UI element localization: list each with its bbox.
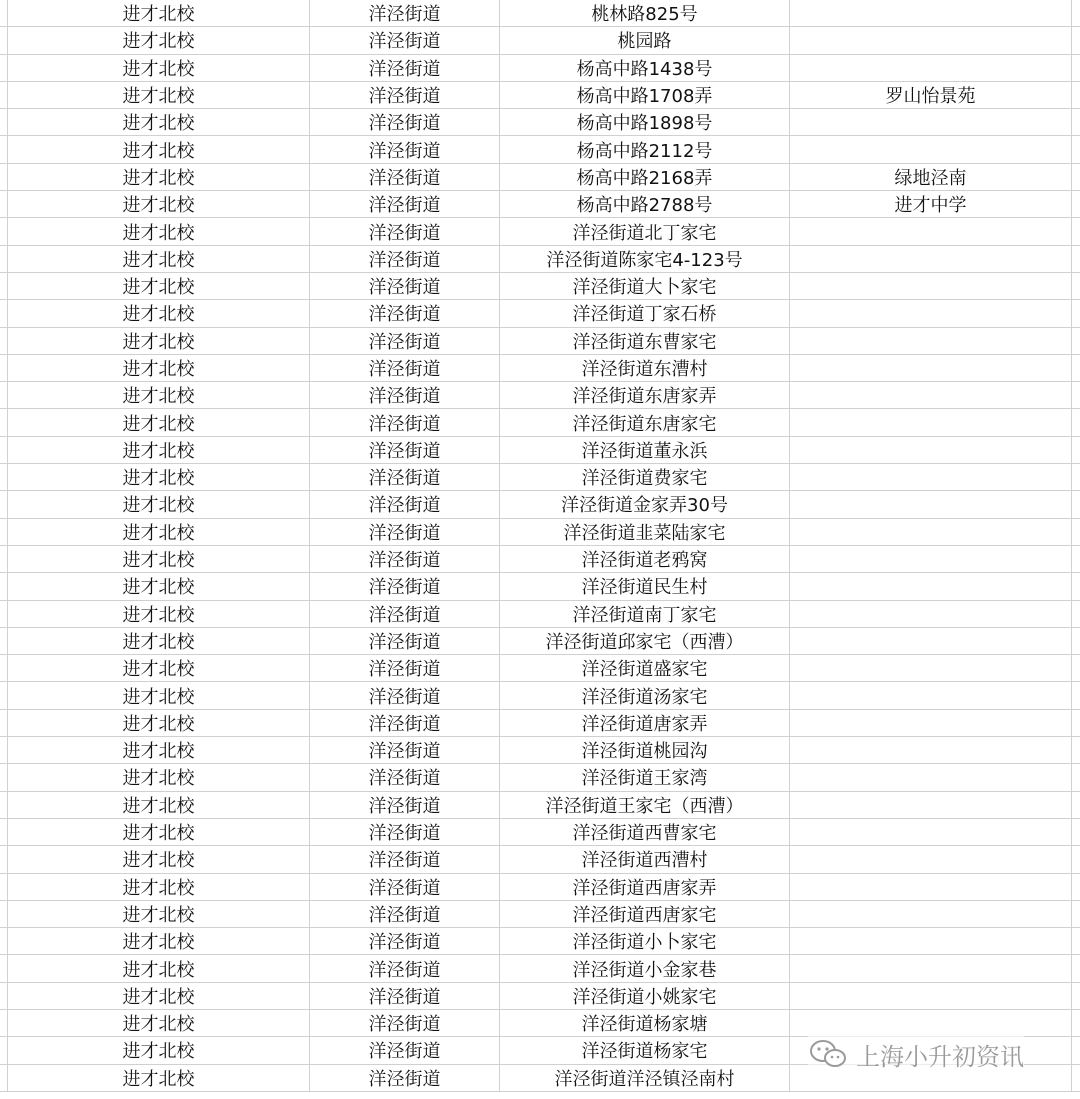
- address-cell[interactable]: 洋泾街道西唐家宅: [500, 901, 790, 927]
- table-row: [0, 437, 1080, 464]
- school-cell[interactable]: 进才北校: [8, 109, 310, 135]
- address-cell[interactable]: 洋泾街道费家宅: [500, 464, 790, 490]
- table-row: [0, 191, 1080, 218]
- school-cell[interactable]: 进才北校: [8, 819, 310, 845]
- note-cell[interactable]: [790, 136, 1072, 162]
- note-cell[interactable]: [790, 55, 1072, 81]
- empty-cell[interactable]: [1072, 1065, 1080, 1091]
- school-cell[interactable]: 进才北校: [8, 628, 310, 654]
- row-gutter-cell[interactable]: [0, 573, 8, 599]
- street-cell[interactable]: 洋泾街道: [310, 300, 500, 326]
- table-row: [0, 874, 1080, 901]
- note-cell[interactable]: [790, 109, 1072, 135]
- note-cell[interactable]: [790, 491, 1072, 517]
- row-gutter-cell[interactable]: [0, 0, 8, 26]
- table-row: [0, 491, 1080, 518]
- street-cell[interactable]: 洋泾街道: [310, 1037, 500, 1063]
- watermark-text: 上海小升初资讯: [856, 1042, 1024, 1071]
- school-cell[interactable]: 进才北校: [8, 0, 310, 26]
- street-cell[interactable]: 洋泾街道: [310, 874, 500, 900]
- street-cell[interactable]: 洋泾街道: [310, 246, 500, 272]
- note-cell[interactable]: [790, 983, 1072, 1009]
- table-row: [0, 328, 1080, 355]
- table-row: [0, 655, 1080, 682]
- table-row: [0, 546, 1080, 573]
- school-cell[interactable]: 进才北校: [8, 355, 310, 381]
- address-cell[interactable]: 洋泾街道东唐家弄: [500, 382, 790, 408]
- table-row: [0, 519, 1080, 546]
- empty-cell[interactable]: [1072, 328, 1080, 354]
- address-cell[interactable]: 洋泾街道董永浜: [500, 437, 790, 463]
- note-cell[interactable]: [790, 382, 1072, 408]
- address-cell[interactable]: 洋泾街道西曹家宅: [500, 819, 790, 845]
- empty-cell[interactable]: [1072, 273, 1080, 299]
- street-cell[interactable]: 洋泾街道: [310, 928, 500, 954]
- table-row: [0, 55, 1080, 82]
- school-cell[interactable]: 进才北校: [8, 491, 310, 517]
- address-cell[interactable]: 桃林路825号: [500, 0, 790, 26]
- watermark: [808, 1034, 1024, 1074]
- empty-cell[interactable]: [1072, 601, 1080, 627]
- table-row: [0, 682, 1080, 709]
- street-cell[interactable]: 洋泾街道: [310, 1065, 500, 1091]
- note-cell[interactable]: 绿地泾南: [790, 164, 1072, 190]
- school-cell[interactable]: 进才北校: [8, 519, 310, 545]
- note-cell[interactable]: [790, 628, 1072, 654]
- empty-cell[interactable]: [1072, 1010, 1080, 1036]
- address-cell[interactable]: 洋泾街道杨家宅: [500, 1037, 790, 1063]
- school-cell[interactable]: 进才北校: [8, 901, 310, 927]
- school-cell[interactable]: 进才北校: [8, 1010, 310, 1036]
- row-gutter-cell[interactable]: [0, 82, 8, 108]
- note-cell[interactable]: [790, 27, 1072, 53]
- street-cell[interactable]: 洋泾街道: [310, 682, 500, 708]
- empty-cell[interactable]: [1072, 846, 1080, 872]
- table-row: [0, 628, 1080, 655]
- address-cell[interactable]: 杨高中路1708弄: [500, 82, 790, 108]
- empty-cell[interactable]: [1072, 218, 1080, 244]
- school-cell[interactable]: 进才北校: [8, 437, 310, 463]
- table-row: [0, 82, 1080, 109]
- empty-cell[interactable]: [1072, 55, 1080, 81]
- note-cell[interactable]: [790, 573, 1072, 599]
- school-cell[interactable]: 进才北校: [8, 764, 310, 790]
- street-cell[interactable]: 洋泾街道: [310, 164, 500, 190]
- address-cell[interactable]: 洋泾街道小金家巷: [500, 955, 790, 981]
- address-cell[interactable]: 洋泾街道王家湾: [500, 764, 790, 790]
- note-cell[interactable]: [790, 737, 1072, 763]
- street-cell[interactable]: 洋泾街道: [310, 710, 500, 736]
- school-cell[interactable]: 进才北校: [8, 601, 310, 627]
- row-gutter-cell[interactable]: [0, 273, 8, 299]
- street-cell[interactable]: 洋泾街道: [310, 437, 500, 463]
- empty-cell[interactable]: [1072, 682, 1080, 708]
- row-gutter-cell[interactable]: [0, 846, 8, 872]
- address-cell[interactable]: 洋泾街道南丁家宅: [500, 601, 790, 627]
- row-gutter-cell[interactable]: [0, 491, 8, 517]
- empty-cell[interactable]: [1072, 355, 1080, 381]
- note-cell[interactable]: [790, 464, 1072, 490]
- table-row: [0, 27, 1080, 54]
- street-cell[interactable]: 洋泾街道: [310, 764, 500, 790]
- empty-cell[interactable]: [1072, 191, 1080, 217]
- school-cell[interactable]: 进才北校: [8, 191, 310, 217]
- row-gutter-cell[interactable]: [0, 1065, 8, 1091]
- empty-cell[interactable]: [1072, 409, 1080, 435]
- row-gutter-cell[interactable]: [0, 955, 8, 981]
- table-row: [0, 955, 1080, 982]
- address-cell[interactable]: 洋泾街道小姚家宅: [500, 983, 790, 1009]
- table-row: [0, 164, 1080, 191]
- note-cell[interactable]: [790, 328, 1072, 354]
- note-cell[interactable]: [790, 1010, 1072, 1036]
- table-row: [0, 355, 1080, 382]
- school-cell[interactable]: 进才北校: [8, 928, 310, 954]
- street-cell[interactable]: 洋泾街道: [310, 983, 500, 1009]
- row-gutter-cell[interactable]: [0, 464, 8, 490]
- note-cell[interactable]: [790, 792, 1072, 818]
- address-cell[interactable]: 洋泾街道北丁家宅: [500, 218, 790, 244]
- school-cell[interactable]: 进才北校: [8, 846, 310, 872]
- table-row: [0, 382, 1080, 409]
- school-cell[interactable]: 进才北校: [8, 955, 310, 981]
- address-cell[interactable]: 洋泾街道西唐家弄: [500, 874, 790, 900]
- table-row: [0, 136, 1080, 163]
- note-cell[interactable]: [790, 409, 1072, 435]
- school-cell[interactable]: 进才北校: [8, 1065, 310, 1091]
- row-gutter-cell[interactable]: [0, 164, 8, 190]
- table-row: [0, 819, 1080, 846]
- address-cell[interactable]: 洋泾街道西漕村: [500, 846, 790, 872]
- empty-cell[interactable]: [1072, 983, 1080, 1009]
- note-cell[interactable]: [790, 928, 1072, 954]
- row-gutter-cell[interactable]: [0, 819, 8, 845]
- school-cell[interactable]: 进才北校: [8, 1037, 310, 1063]
- school-cell[interactable]: 进才北校: [8, 874, 310, 900]
- note-cell[interactable]: [790, 819, 1072, 845]
- table-row: [0, 792, 1080, 819]
- address-cell[interactable]: 洋泾街道东唐家宅: [500, 409, 790, 435]
- empty-cell[interactable]: [1072, 1037, 1080, 1063]
- school-cell[interactable]: 进才北校: [8, 164, 310, 190]
- note-cell[interactable]: 罗山怡景苑: [790, 82, 1072, 108]
- address-cell[interactable]: 杨高中路2168弄: [500, 164, 790, 190]
- street-cell[interactable]: 洋泾街道: [310, 0, 500, 26]
- street-cell[interactable]: 洋泾街道: [310, 109, 500, 135]
- school-cell[interactable]: 进才北校: [8, 792, 310, 818]
- table-row: [0, 846, 1080, 873]
- address-cell[interactable]: 桃园路: [500, 27, 790, 53]
- empty-cell[interactable]: [1072, 519, 1080, 545]
- row-gutter-cell[interactable]: [0, 628, 8, 654]
- note-cell[interactable]: [790, 246, 1072, 272]
- empty-cell[interactable]: [1072, 246, 1080, 272]
- empty-cell[interactable]: [1072, 164, 1080, 190]
- address-cell[interactable]: 洋泾街道民生村: [500, 573, 790, 599]
- street-cell[interactable]: 洋泾街道: [310, 409, 500, 435]
- street-cell[interactable]: 洋泾街道: [310, 328, 500, 354]
- table-row: [0, 246, 1080, 273]
- school-cell[interactable]: 进才北校: [8, 27, 310, 53]
- wechat-icon: [808, 1038, 848, 1070]
- note-cell[interactable]: [790, 655, 1072, 681]
- school-cell[interactable]: 进才北校: [8, 546, 310, 572]
- empty-cell[interactable]: [1072, 901, 1080, 927]
- street-cell[interactable]: 洋泾街道: [310, 819, 500, 845]
- address-cell[interactable]: 洋泾街道汤家宅: [500, 682, 790, 708]
- street-cell[interactable]: 洋泾街道: [310, 1010, 500, 1036]
- address-cell[interactable]: 洋泾街道盛家宅: [500, 655, 790, 681]
- empty-cell[interactable]: [1072, 109, 1080, 135]
- table-row: [0, 928, 1080, 955]
- row-gutter-cell[interactable]: [0, 1037, 8, 1063]
- address-cell[interactable]: 洋泾街道丁家石桥: [500, 300, 790, 326]
- row-gutter-cell[interactable]: [0, 874, 8, 900]
- table-row: [0, 109, 1080, 136]
- school-cell[interactable]: 进才北校: [8, 464, 310, 490]
- table-row: [0, 464, 1080, 491]
- address-cell[interactable]: 洋泾街道小卜家宅: [500, 928, 790, 954]
- note-cell[interactable]: [790, 601, 1072, 627]
- row-gutter-cell[interactable]: [0, 218, 8, 244]
- address-cell[interactable]: 杨高中路1438号: [500, 55, 790, 81]
- school-cell[interactable]: 进才北校: [8, 82, 310, 108]
- row-gutter-cell[interactable]: [0, 136, 8, 162]
- row-gutter-cell[interactable]: [0, 1010, 8, 1036]
- street-cell[interactable]: 洋泾街道: [310, 27, 500, 53]
- address-cell[interactable]: 洋泾街道唐家弄: [500, 710, 790, 736]
- school-cell[interactable]: 进才北校: [8, 710, 310, 736]
- row-gutter-cell[interactable]: [0, 382, 8, 408]
- table-row: [0, 764, 1080, 791]
- address-cell[interactable]: 洋泾街道老鸦窝: [500, 546, 790, 572]
- note-cell[interactable]: [790, 710, 1072, 736]
- address-cell[interactable]: 洋泾街道金家弄30号: [500, 491, 790, 517]
- row-gutter-cell[interactable]: [0, 191, 8, 217]
- empty-cell[interactable]: [1072, 27, 1080, 53]
- school-cell[interactable]: 进才北校: [8, 682, 310, 708]
- table-row: [0, 409, 1080, 436]
- note-cell[interactable]: 进才中学: [790, 191, 1072, 217]
- street-cell[interactable]: 洋泾街道: [310, 628, 500, 654]
- street-cell[interactable]: 洋泾街道: [310, 655, 500, 681]
- street-cell[interactable]: 洋泾街道: [310, 573, 500, 599]
- empty-cell[interactable]: [1072, 737, 1080, 763]
- row-gutter-cell[interactable]: [0, 355, 8, 381]
- row-gutter-cell[interactable]: [0, 983, 8, 1009]
- school-cell[interactable]: 进才北校: [8, 55, 310, 81]
- street-cell[interactable]: 洋泾街道: [310, 191, 500, 217]
- table-row: [0, 218, 1080, 245]
- street-cell[interactable]: 洋泾街道: [310, 601, 500, 627]
- street-cell[interactable]: 洋泾街道: [310, 355, 500, 381]
- school-cell[interactable]: 进才北校: [8, 246, 310, 272]
- table-row: [0, 983, 1080, 1010]
- street-cell[interactable]: 洋泾街道: [310, 546, 500, 572]
- street-cell[interactable]: 洋泾街道: [310, 792, 500, 818]
- address-cell[interactable]: 洋泾街道东曹家宅: [500, 328, 790, 354]
- empty-cell[interactable]: [1072, 464, 1080, 490]
- address-cell[interactable]: 洋泾街道邱家宅（西漕）: [500, 628, 790, 654]
- address-cell[interactable]: 杨高中路2788号: [500, 191, 790, 217]
- empty-cell[interactable]: [1072, 628, 1080, 654]
- note-cell[interactable]: [790, 273, 1072, 299]
- empty-cell[interactable]: [1072, 300, 1080, 326]
- street-cell[interactable]: 洋泾街道: [310, 273, 500, 299]
- empty-cell[interactable]: [1072, 819, 1080, 845]
- note-cell[interactable]: [790, 0, 1072, 26]
- school-cell[interactable]: 进才北校: [8, 737, 310, 763]
- note-cell[interactable]: [790, 437, 1072, 463]
- address-cell[interactable]: 洋泾街道东漕村: [500, 355, 790, 381]
- street-cell[interactable]: 洋泾街道: [310, 491, 500, 517]
- street-cell[interactable]: 洋泾街道: [310, 218, 500, 244]
- row-gutter-cell[interactable]: [0, 328, 8, 354]
- note-cell[interactable]: [790, 546, 1072, 572]
- table-row: [0, 273, 1080, 300]
- note-cell[interactable]: [790, 519, 1072, 545]
- empty-cell[interactable]: [1072, 437, 1080, 463]
- table-row: [0, 737, 1080, 764]
- empty-cell[interactable]: [1072, 928, 1080, 954]
- table-row: [0, 710, 1080, 737]
- street-cell[interactable]: 洋泾街道: [310, 901, 500, 927]
- row-gutter-cell[interactable]: [0, 437, 8, 463]
- address-cell[interactable]: 洋泾街道大卜家宅: [500, 273, 790, 299]
- street-cell[interactable]: 洋泾街道: [310, 955, 500, 981]
- empty-cell[interactable]: [1072, 874, 1080, 900]
- address-cell[interactable]: 洋泾街道王家宅（西漕）: [500, 792, 790, 818]
- row-gutter-cell[interactable]: [0, 300, 8, 326]
- school-cell[interactable]: 进才北校: [8, 300, 310, 326]
- street-cell[interactable]: 洋泾街道: [310, 55, 500, 81]
- school-cell[interactable]: 进才北校: [8, 218, 310, 244]
- note-cell[interactable]: [790, 300, 1072, 326]
- row-gutter-cell[interactable]: [0, 27, 8, 53]
- note-cell[interactable]: [790, 764, 1072, 790]
- empty-cell[interactable]: [1072, 82, 1080, 108]
- row-gutter-cell[interactable]: [0, 737, 8, 763]
- address-cell[interactable]: 洋泾街道韭菜陆家宅: [500, 519, 790, 545]
- street-cell[interactable]: 洋泾街道: [310, 82, 500, 108]
- school-cell[interactable]: 进才北校: [8, 573, 310, 599]
- note-cell[interactable]: [790, 901, 1072, 927]
- school-cell[interactable]: 进才北校: [8, 273, 310, 299]
- street-cell[interactable]: 洋泾街道: [310, 464, 500, 490]
- street-cell[interactable]: 洋泾街道: [310, 846, 500, 872]
- empty-cell[interactable]: [1072, 0, 1080, 26]
- row-gutter-cell[interactable]: [0, 710, 8, 736]
- empty-cell[interactable]: [1072, 382, 1080, 408]
- school-cell[interactable]: 进才北校: [8, 136, 310, 162]
- row-gutter-cell[interactable]: [0, 682, 8, 708]
- note-cell[interactable]: [790, 355, 1072, 381]
- street-cell[interactable]: 洋泾街道: [310, 382, 500, 408]
- address-cell[interactable]: 杨高中路2112号: [500, 136, 790, 162]
- note-cell[interactable]: [790, 874, 1072, 900]
- row-gutter-cell[interactable]: [0, 55, 8, 81]
- school-cell[interactable]: 进才北校: [8, 382, 310, 408]
- school-cell[interactable]: 进才北校: [8, 409, 310, 435]
- row-gutter-cell[interactable]: [0, 792, 8, 818]
- empty-cell[interactable]: [1072, 655, 1080, 681]
- table-row: [0, 0, 1080, 27]
- empty-cell[interactable]: [1072, 710, 1080, 736]
- address-cell[interactable]: 洋泾街道杨家塘: [500, 1010, 790, 1036]
- table-row: [0, 601, 1080, 628]
- street-cell[interactable]: 洋泾街道: [310, 136, 500, 162]
- note-cell[interactable]: [790, 955, 1072, 981]
- address-cell[interactable]: 杨高中路1898号: [500, 109, 790, 135]
- school-cell[interactable]: 进才北校: [8, 328, 310, 354]
- empty-cell[interactable]: [1072, 792, 1080, 818]
- school-cell[interactable]: 进才北校: [8, 655, 310, 681]
- address-cell[interactable]: 洋泾街道洋泾镇泾南村: [500, 1065, 790, 1091]
- row-gutter-cell[interactable]: [0, 901, 8, 927]
- street-cell[interactable]: 洋泾街道: [310, 519, 500, 545]
- empty-cell[interactable]: [1072, 955, 1080, 981]
- address-cell[interactable]: 洋泾街道桃园沟: [500, 737, 790, 763]
- note-cell[interactable]: [790, 846, 1072, 872]
- table-row: [0, 901, 1080, 928]
- empty-cell[interactable]: [1072, 136, 1080, 162]
- row-gutter-cell[interactable]: [0, 546, 8, 572]
- empty-cell[interactable]: [1072, 546, 1080, 572]
- row-gutter-cell[interactable]: [0, 409, 8, 435]
- row-gutter-cell[interactable]: [0, 928, 8, 954]
- row-gutter-cell[interactable]: [0, 655, 8, 681]
- row-gutter-cell[interactable]: [0, 109, 8, 135]
- school-cell[interactable]: 进才北校: [8, 983, 310, 1009]
- table-row: [0, 300, 1080, 327]
- row-gutter-cell[interactable]: [0, 519, 8, 545]
- note-cell[interactable]: [790, 682, 1072, 708]
- address-cell[interactable]: 洋泾街道陈家宅4-123号: [500, 246, 790, 272]
- empty-cell[interactable]: [1072, 573, 1080, 599]
- note-cell[interactable]: [790, 218, 1072, 244]
- table-row: [0, 573, 1080, 600]
- row-gutter-cell[interactable]: [0, 764, 8, 790]
- row-gutter-cell[interactable]: [0, 601, 8, 627]
- empty-cell[interactable]: [1072, 764, 1080, 790]
- row-gutter-cell[interactable]: [0, 246, 8, 272]
- empty-cell[interactable]: [1072, 491, 1080, 517]
- street-cell[interactable]: 洋泾街道: [310, 737, 500, 763]
